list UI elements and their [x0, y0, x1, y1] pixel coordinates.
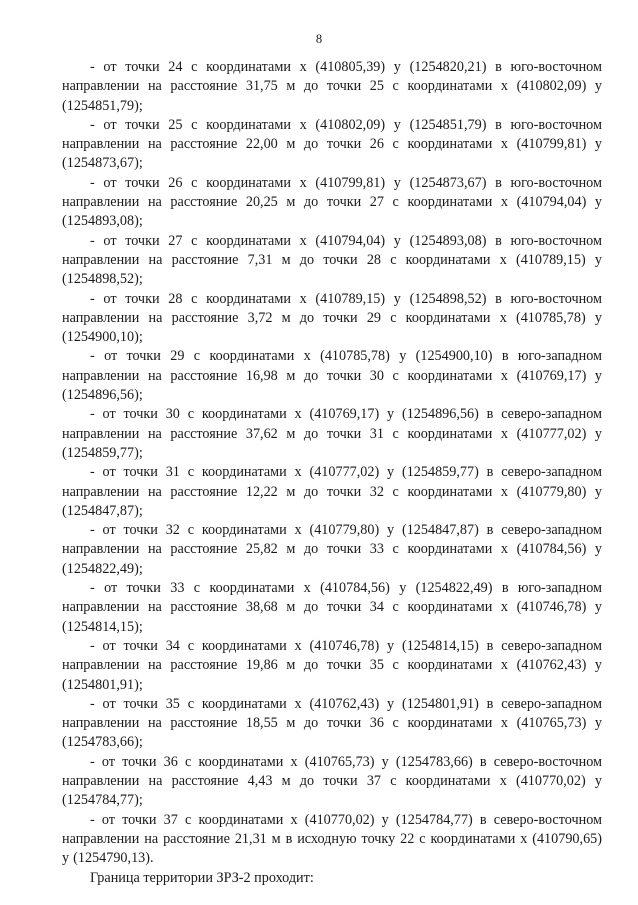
boundary-segment: - от точки 31 с координатами х (410777,02) у (1254859,77) в северо-западном направлении на расстояние 12,22 м до точки 32 с координатами х (410779,80) у (1254847,87); — [62, 464, 602, 519]
page-number: 8 — [315, 32, 323, 46]
boundary-segment: - от точки 33 с координатами х (410784,56) у (1254822,49) в юго-западном направлении на расстояние 38,68 м до точки 34 с координатами х (410746,78) у (1254814,15); — [62, 580, 602, 635]
section-heading-zrz2: Граница территории ЗРЗ-2 проходит: — [90, 870, 314, 887]
boundary-segment: - от точки 24 с координатами х (410805,39) у (1254820,21) в юго-восточном направлении на расстояние 31,75 м до точки 25 с координатами х (410802,09) у (1254851,79); — [62, 59, 602, 114]
boundary-segment: - от точки 26 с координатами х (410799,81) у (1254873,67) в юго-восточном направлении на расстояние 20,25 м до точки 27 с координатами х (410794,04) у (1254893,08); — [62, 174, 602, 230]
boundary-segment: - от точки 34 с координатами х (410746,78) у (1254814,15) в северо-западном направлении на расстояние 19,86 м до точки 35 с координатами х (410762,43) у (1254801,91); — [62, 637, 602, 693]
boundary-segment: - от точки 37 с координатами х (410770,02) у (1254784,77) в северо-восточном направлении на расстояние 21,31 м в исходную точку 22 с координатами х (410790,65) у (1254790,13). — [62, 811, 602, 867]
boundary-segment: - от точки 29 с координатами х (410785,78) у (1254900,10) в юго-западном направлении на расстояние 16,98 м до точки 30 с координатами х (410769,17) у (1254896,56); — [62, 348, 602, 404]
boundary-segment: - от точки 27 с координатами х (410794,04) у (1254893,08) в юго-восточном направлении на расстояние 7,31 м до точки 28 с координатами х (410789,15) у (1254898,52); — [62, 232, 602, 288]
document-body — [62, 58, 602, 889]
boundary-segment: - от точки 32 с координатами х (410779,80) у (1254847,87) в северо-западном направлении на расстояние 25,82 м до точки 33 с координатами х (410784,56) у (1254822,49); — [62, 522, 602, 577]
boundary-segment: - от точки 36 с координатами х (410765,73) у (1254783,66) в северо-восточном направлении на расстояние 4,43 м до точки 37 с координатами х (410770,02) у (1254784,77); — [62, 753, 602, 809]
boundary-segment: - от точки 35 с координатами х (410762,43) у (1254801,91) в северо-западном направлении на расстояние 18,55 м до точки 36 с координатами х (410765,73) у (1254783,66); — [62, 695, 602, 751]
boundary-segment: - от точки 30 с координатами х (410769,17) у (1254896,56) в северо-западном направлении на расстояние 37,62 м до точки 31 с координатами х (410777,02) у (1254859,77); — [62, 406, 602, 461]
boundary-segment: - от точки 28 с координатами х (410789,15) у (1254898,52) в юго-восточном направлении на расстояние 3,72 м до точки 29 с координатами х (410785,78) у (1254900,10); — [62, 290, 602, 346]
boundary-segment: - от точки 25 с координатами х (410802,09) у (1254851,79) в юго-восточном направлении на расстояние 22,00 м до точки 26 с координатами х (410799,81) у (1254873,67); — [62, 116, 602, 172]
